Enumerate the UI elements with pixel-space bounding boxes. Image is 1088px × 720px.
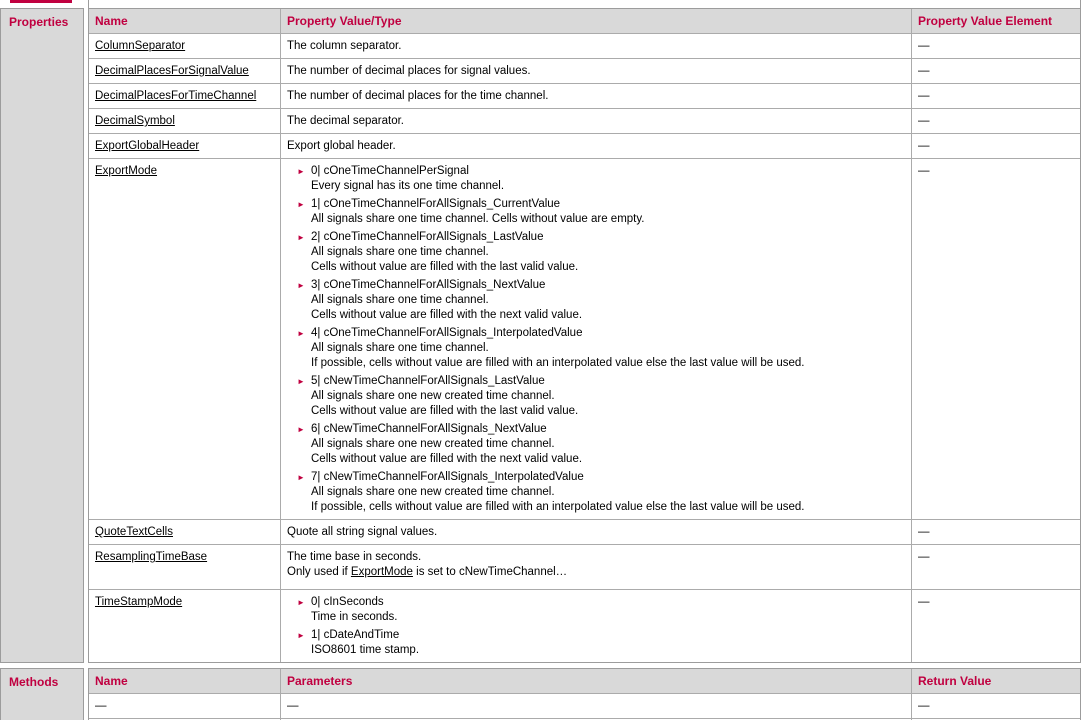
enum-option-0 — [287, 164, 905, 194]
enum-description: All signals share one time channel. — [311, 342, 489, 354]
enum-value: 5| cNewTimeChannelForAllSignals_LastValue — [311, 375, 545, 387]
enum-value: 1| cDateAndTime — [311, 629, 400, 641]
property-link-decimalplacesfortimechannel[interactable]: DecimalPlacesForTimeChannel — [95, 90, 257, 102]
enum-option-6 — [287, 422, 905, 467]
property-value-element: — — [918, 140, 930, 152]
table-row-resamplingtimebase — [89, 545, 1080, 590]
enum-option-4 — [287, 326, 905, 371]
enum-option-3 — [287, 278, 905, 323]
properties-header-row — [89, 9, 1080, 34]
property-link-columnseparator[interactable]: ColumnSeparator — [95, 40, 186, 52]
enum-value: 3| cOneTimeChannelForAllSignals_NextValue — [311, 279, 546, 291]
table-row-exportmode — [89, 159, 1080, 520]
enum-value: 0| cInSeconds — [311, 596, 384, 608]
tab-strip — [0, 0, 1088, 8]
note-suffix: is set to cNewTimeChannel… — [412, 566, 568, 578]
enum-description: Cells without value are filled with the last valid value. — [311, 405, 579, 417]
table-row-columnseparator — [89, 34, 1080, 59]
property-value-element: — — [918, 40, 930, 52]
bullet-arrow-icon: ► — [297, 598, 305, 607]
property-description: The column separator. — [287, 40, 402, 52]
enum-description: Cells without value are filled with the next valid value. — [311, 309, 583, 321]
enum-option-0 — [287, 595, 905, 625]
column-header-value-element: Property Value Element — [918, 14, 1053, 28]
table-row-timestampmode — [89, 590, 1080, 662]
enum-description: Cells without value are filled with the next valid value. — [311, 453, 583, 465]
enum-value: 7| cNewTimeChannelForAllSignals_InterpolatedValue — [311, 471, 584, 483]
property-value-element: — — [918, 115, 930, 127]
bullet-arrow-icon: ► — [297, 473, 305, 482]
bullet-arrow-icon: ► — [297, 425, 305, 434]
enum-description: All signals share one time channel. — [311, 294, 489, 306]
bullet-arrow-icon: ► — [297, 631, 305, 640]
note-prefix: Only used if — [287, 566, 351, 578]
enum-value: 2| cOneTimeChannelForAllSignals_LastValue — [311, 231, 544, 243]
enum-option-5 — [287, 374, 905, 419]
enum-description: All signals share one new created time channel. — [311, 486, 555, 498]
properties-table — [88, 8, 1081, 663]
property-description: The number of decimal places for signal values. — [287, 65, 531, 77]
methods-header-row — [89, 669, 1080, 694]
enum-value: 1| cOneTimeChannelForAllSignals_CurrentValue — [311, 198, 561, 210]
enum-description: ISO8601 time stamp. — [311, 644, 420, 656]
methods-section — [0, 668, 1081, 720]
enum-option-1 — [287, 197, 905, 227]
property-value-element: — — [918, 165, 930, 177]
property-link-exportmode[interactable]: ExportMode — [95, 165, 158, 177]
enum-description: Every signal has its one time channel. — [311, 180, 505, 192]
exportmode-enum-list — [281, 159, 912, 519]
property-description: Quote all string signal values. — [287, 526, 438, 538]
property-description: Export global header. — [287, 140, 396, 152]
property-description: The number of decimal places for the time channel. — [287, 90, 549, 102]
enum-description: All signals share one new created time channel. — [311, 438, 555, 450]
bullet-arrow-icon: ► — [297, 329, 305, 338]
property-value-element: — — [918, 596, 930, 608]
property-value-element: — — [918, 65, 930, 77]
enum-description: All signals share one new created time channel. — [311, 390, 555, 402]
timestampmode-enum-list — [281, 590, 912, 662]
properties-section-label: Properties — [0, 8, 84, 663]
divider — [88, 0, 89, 8]
property-value-element: — — [918, 526, 930, 538]
properties-section — [0, 8, 1081, 663]
enum-description: Time in seconds. — [311, 611, 398, 623]
enum-description: All signals share one time channel. — [311, 246, 489, 258]
property-link-decimalsymbol[interactable]: DecimalSymbol — [95, 115, 175, 127]
divider — [1080, 0, 1081, 8]
bullet-arrow-icon: ► — [297, 200, 305, 209]
property-description-note — [287, 565, 905, 580]
active-tab-underline — [10, 0, 72, 3]
methods-table — [88, 668, 1081, 720]
methods-empty-row — [89, 694, 1080, 719]
enum-description: Cells without value are filled with the last valid value. — [311, 261, 579, 273]
table-row-quotetextcells — [89, 520, 1080, 545]
property-link-decimalplacesforsignalvalue[interactable]: DecimalPlacesForSignalValue — [95, 65, 249, 77]
property-link-resamplingtimebase[interactable]: ResamplingTimeBase — [95, 551, 208, 563]
property-description: The decimal separator. — [287, 115, 404, 127]
enum-description: If possible, cells without value are filled with an interpolated value else the last value will be used. — [311, 501, 805, 513]
property-link-timestampmode[interactable]: TimeStampMode — [95, 596, 183, 608]
column-header-value-type: Property Value/Type — [281, 9, 912, 33]
enum-value: 4| cOneTimeChannelForAllSignals_InterpolatedValue — [311, 327, 583, 339]
enum-option-2 — [287, 230, 905, 275]
method-parameters: — — [281, 694, 912, 718]
bullet-arrow-icon: ► — [297, 233, 305, 242]
property-value-element: — — [918, 90, 930, 102]
methods-section-label: Methods — [0, 668, 84, 720]
property-link-exportglobalheader[interactable]: ExportGlobalHeader — [95, 140, 200, 152]
method-return-value: — — [918, 700, 930, 712]
method-name: — — [89, 694, 281, 718]
table-row-decimalplacesforsignalvalue — [89, 59, 1080, 84]
enum-option-7 — [287, 470, 905, 515]
table-row-exportglobalheader — [89, 134, 1080, 159]
property-description: The time base in seconds. — [287, 551, 422, 563]
column-header-name: Name — [89, 669, 281, 693]
table-row-decimalplacesfortimechannel — [89, 84, 1080, 109]
exportmode-cross-link[interactable]: ExportMode — [350, 566, 413, 578]
column-header-parameters: Parameters — [281, 669, 912, 693]
enum-description: All signals share one time channel. Cells without value are empty. — [311, 213, 645, 225]
property-link-quotetextcells[interactable]: QuoteTextCells — [95, 526, 173, 538]
table-row-decimalsymbol — [89, 109, 1080, 134]
bullet-arrow-icon: ► — [297, 281, 305, 290]
property-value-element: — — [918, 551, 930, 563]
column-header-name: Name — [89, 9, 281, 33]
enum-description: If possible, cells without value are filled with an interpolated value else the last value will be used. — [311, 357, 805, 369]
bullet-arrow-icon: ► — [297, 167, 305, 176]
bullet-arrow-icon: ► — [297, 377, 305, 386]
enum-option-1 — [287, 628, 905, 658]
enum-value: 6| cNewTimeChannelForAllSignals_NextValue — [311, 423, 547, 435]
column-header-return-value: Return Value — [918, 674, 992, 688]
enum-value: 0| cOneTimeChannelPerSignal — [311, 165, 469, 177]
